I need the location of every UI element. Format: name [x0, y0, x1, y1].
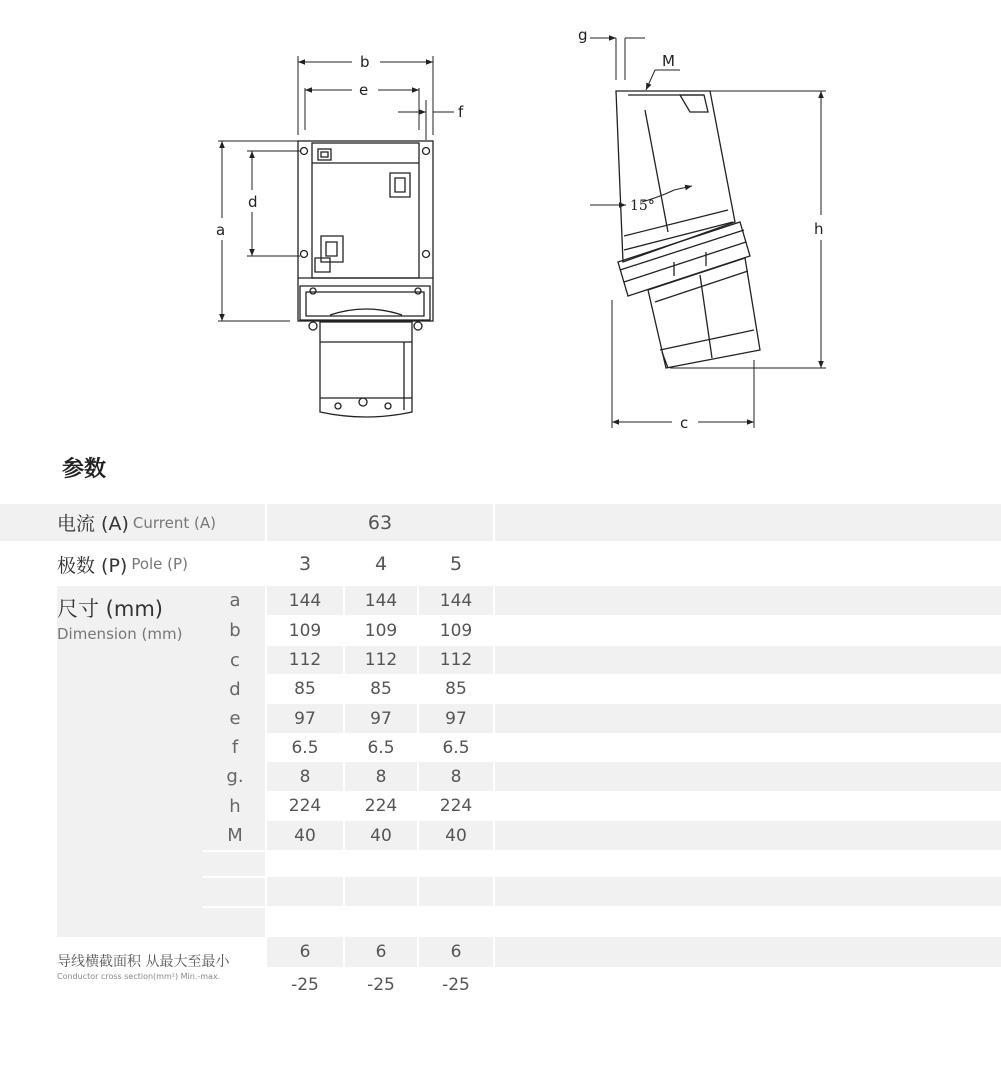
- table-row: [265, 791, 1001, 821]
- dim-h-val-2: 224: [364, 796, 398, 816]
- current-row: [0, 504, 1001, 541]
- poles-label-en: Pole (P): [131, 555, 188, 573]
- dim-letter-h: h: [229, 795, 241, 817]
- table-row: [265, 586, 1001, 615]
- dim-b-val-2: 109: [364, 620, 398, 641]
- dim-g-val-1: 8: [299, 766, 311, 787]
- dim-f-val-1: 6.5: [291, 737, 319, 758]
- dim-letter-d: d: [229, 678, 241, 700]
- current-label-zh: 电流 (A): [57, 513, 129, 535]
- table-row: [265, 821, 1001, 850]
- dim-d-val-2: 85: [370, 679, 392, 699]
- conductor-max-3: -25: [442, 975, 470, 995]
- conductor-max-row: [265, 967, 1001, 1003]
- dim-a-val-2: 144: [364, 590, 398, 611]
- poles-label-zh: 极数 (P): [57, 554, 128, 577]
- dim-letter-f: f: [231, 737, 239, 758]
- dimension-label-en: Dimension (mm): [57, 625, 183, 643]
- pole-value-1: 3: [298, 553, 312, 575]
- dim-f-val-3: 6.5: [442, 737, 470, 758]
- dim-label-b: b: [360, 53, 370, 71]
- dim-label-a: a: [216, 221, 226, 239]
- dim-letter-M: M: [227, 825, 243, 846]
- conductor-max-1: -25: [291, 975, 319, 995]
- dim-d-val-1: 85: [294, 679, 316, 699]
- conductor-min-row: [265, 937, 1001, 967]
- conductor-label-en: Conductor cross section(mm²) Min.-max.: [57, 972, 221, 981]
- table-row: [265, 674, 1001, 704]
- pole-value-3: 5: [449, 553, 463, 575]
- dim-label-M: M: [662, 52, 675, 70]
- table-row: [265, 704, 1001, 733]
- dim-label-d: d: [248, 193, 258, 211]
- dim-M-val-1: 40: [294, 825, 316, 846]
- dim-letter-c: c: [230, 649, 240, 671]
- dim-letter-g: g.: [226, 766, 244, 787]
- current-value: 63: [367, 511, 393, 534]
- dim-label-c: c: [680, 414, 689, 432]
- dim-h-val-1: 224: [288, 796, 322, 816]
- empty-row: [265, 877, 1001, 906]
- dim-label-f: f: [458, 103, 464, 121]
- dim-a-val-1: 144: [288, 590, 322, 611]
- dim-letter-a: a: [229, 590, 241, 611]
- dim-letter-e: e: [229, 708, 241, 729]
- dim-e-val-3: 97: [445, 708, 467, 729]
- dim-c-val-3: 112: [439, 650, 473, 670]
- conductor-label-zh: 导线横截面积 从最大至最小: [57, 954, 230, 970]
- dim-letter-b: b: [229, 620, 241, 641]
- dim-b-val-1: 109: [288, 620, 322, 641]
- dim-label-e: e: [359, 81, 369, 99]
- dim-c-val-2: 112: [364, 650, 398, 670]
- current-label-en: Current (A): [132, 513, 216, 532]
- dim-f-val-2: 6.5: [367, 737, 395, 758]
- front-view-drawing: [298, 141, 433, 417]
- poles-row: [0, 545, 1001, 583]
- dim-g-val-3: 8: [450, 766, 462, 787]
- pole-value-2: 4: [374, 553, 388, 575]
- empty-row: [265, 906, 1001, 937]
- conductor-min-3: 6: [450, 942, 462, 962]
- dim-h-val-3: 224: [439, 796, 473, 816]
- dim-c-val-1: 112: [288, 650, 322, 670]
- table-row: [265, 615, 1001, 646]
- dim-a-val-3: 144: [439, 590, 473, 611]
- table-row: [265, 733, 1001, 762]
- dim-b-val-3: 109: [439, 620, 473, 641]
- dim-d-val-3: 85: [445, 679, 467, 699]
- table-row: [265, 762, 1001, 791]
- dim-label-angle: 15°: [630, 198, 655, 214]
- table-row: [265, 646, 1001, 674]
- dim-M-val-3: 40: [445, 825, 467, 846]
- dim-e-val-2: 97: [370, 708, 392, 729]
- section-title: 参数: [62, 457, 107, 482]
- conductor-label: [57, 951, 229, 981]
- technical-drawings: [0, 0, 1001, 440]
- empty-row: [265, 850, 1001, 877]
- side-view-drawing: [616, 91, 760, 368]
- dimension-label-zh: 尺寸 (mm): [57, 597, 163, 621]
- dim-g-val-2: 8: [375, 766, 387, 787]
- dim-M-val-2: 40: [370, 825, 392, 846]
- conductor-min-1: 6: [299, 942, 311, 962]
- dim-label-h: h: [814, 220, 824, 238]
- dimension-label: [57, 593, 182, 643]
- conductor-min-2: 6: [375, 942, 387, 962]
- dim-label-g: g: [578, 26, 588, 44]
- dim-e-val-1: 97: [294, 708, 316, 729]
- conductor-max-2: -25: [367, 975, 395, 995]
